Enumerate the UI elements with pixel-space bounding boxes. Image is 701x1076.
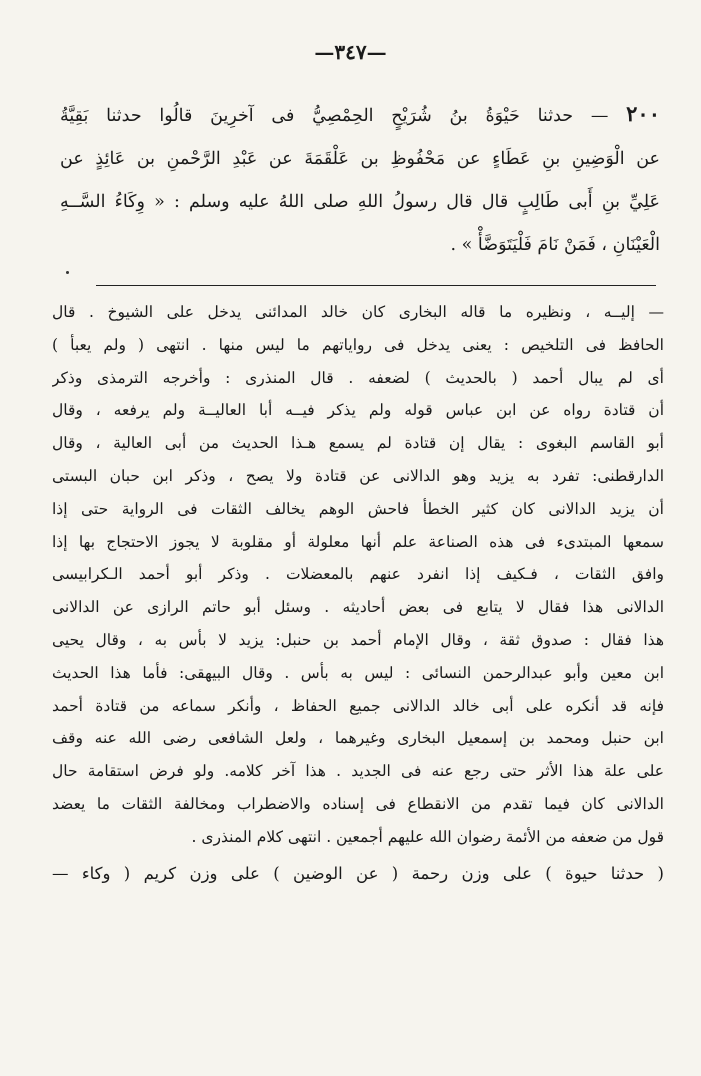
page-number: —٣٤٧— xyxy=(314,40,387,64)
footnote-divider xyxy=(96,285,656,286)
commentary-text xyxy=(52,296,664,890)
commentary-line: قول من ضعفه من الأئمة رضوان الله عليهم أجمعين . انتهى كلام المنذرى . xyxy=(191,827,664,846)
hadith-line: الْعَيْنَانِ ، فَمَنْ نَامَ فَلْيَتَوَضَّأْ » . xyxy=(450,235,660,255)
commentary-line: الدالانى هذا فقال لا يتابع فى بعض أحاديثه . وسئل أبو حاتم الرازى عن الدالانى xyxy=(52,598,664,617)
commentary-line: وافق الثقات ، فـكيف إذا انفرد عنهم بالمعضلات . وذكر أبو أحمد الـكرابيسى xyxy=(52,565,664,584)
commentary-line: أى لم يبال أحمد ( بالحديث ) لضعفه . قال المنذرى : وأخرجه الترمذى وذكر xyxy=(52,368,664,387)
commentary-line: الدالانى كان فيما تقدم من الانقطاع فى إسناده والاضطراب ومخالفة الثقات ما يعضد xyxy=(52,794,664,813)
commentary-line: هذا فقال : صدوق ثقة ، وقال الإمام أحمد بن حنبل: يزيد لا بأس به ، وقال يحيى xyxy=(52,630,664,649)
commentary-line: ابن حنبل ومحمد بن إسمعيل البخارى وغيرهما ، ولعل الشافعى رضى الله عنه وقف xyxy=(52,729,664,748)
commentary-final-line: ( حدثنا حيوة ) على وزن رحمة ( عن الوضين ) على وزن كريم ( وكاء — xyxy=(52,863,664,883)
print-speck xyxy=(66,271,69,274)
hadith-line: عن الْوَضِينِ بنِ عَطَاءٍ عن مَحْفُوظِ بن عَلْقَمَةَ عن عَبْدِ الرَّحْمنِ بن عَائِذٍ عن xyxy=(60,149,660,169)
commentary-line: — إليــه ، ونظيره ما قاله البخارى كان خالد المدائنى يدخل على الشيوخ . قال xyxy=(52,303,664,321)
commentary-line: ابن معين وأبو عبدالرحمن النسائى : ليس به بأس . وقال البيهقى: فأما هذا الحديث xyxy=(52,663,664,682)
commentary-line: على علة هذا الأثر حتى رجع عنه فى الجديد . هذا آخر كلامه. ولو فرض استقامة حال xyxy=(52,762,664,781)
hadith-line: ٢٠٠ — حدثنا حَيْوَةُ بنُ شُرَيْحٍ الحِمْصِيُّ فى آخرِينَ قالُوا حدثنا بَقِيَّةُ xyxy=(60,101,660,126)
commentary-line: أن يزيد الدالانى كان كثير الخطأ فاحش الوهم يخالف الثقات فى الرواية حتى إذا xyxy=(52,499,664,518)
commentary-line: أبو القاسم البغوى : يقال إن قتادة لم يسمع هـذا الحديث من أبى العالية ، وقال xyxy=(52,434,664,453)
hadith-number: ٢٠٠ xyxy=(626,101,660,126)
commentary-line: الحافظ فى التلخيص : يعنى يدخل فى رواياتهم ما ليس منها . انتهى ( ولم يعبأ ) xyxy=(52,335,664,354)
commentary-line: أن قتادة رواه عن ابن عباس قوله ولم يذكر فيــه أبا العاليــة ولم يرفعه ، وقال xyxy=(52,401,664,420)
commentary-line: فإنه قد أنكره على أبى خالد الدالانى جميع الحفاظ ، وأنكر سماعه من قتادة أحمد xyxy=(52,696,664,715)
hadith-line: عَلِيِّ بنِ أَبى طَالِبٍ قال قال رسولُ اللهِ صلى اللهُ عليه وسلم : « وِكَاءُ السَّــهِ xyxy=(60,192,660,212)
commentary-line: سمعها المبتدىء فى هذه الصناعة علم أنها معلولة أو مقلوبة لا يجوز الاحتجاج بها إذا xyxy=(52,532,664,551)
hadith-text xyxy=(60,92,660,267)
commentary-line: الدارقطنى: تفرد به يزيد وهو الدالانى عن قتادة ولا يصح ، وذكر ابن حبان البستى xyxy=(52,466,664,485)
